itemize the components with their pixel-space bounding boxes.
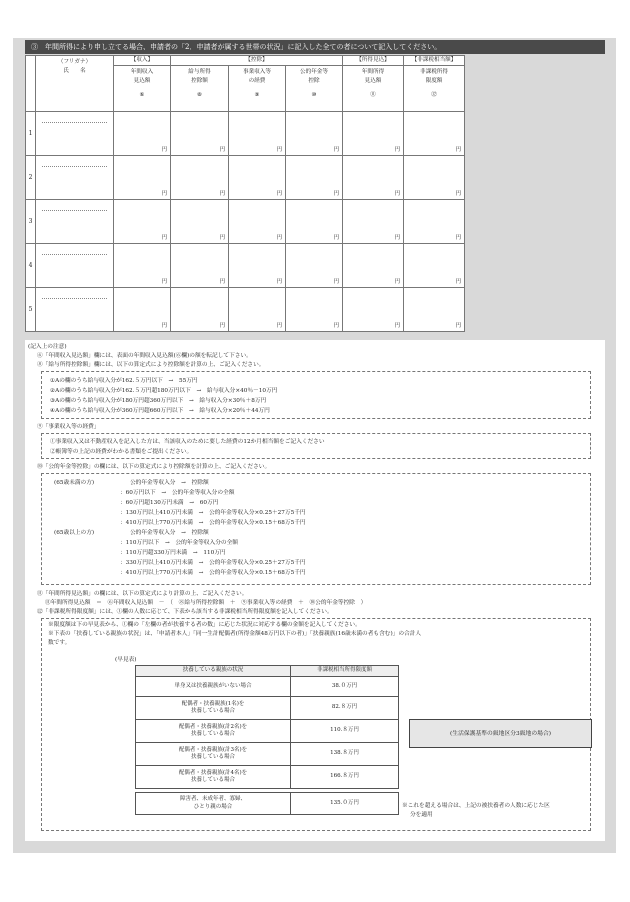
fast-row-label: 配偶者・扶養親族(1名)を 扶養している場合 <box>136 697 291 720</box>
amount-cell[interactable]: 円 <box>286 112 343 156</box>
amount-cell[interactable]: 円 <box>404 288 465 332</box>
amount-cell[interactable]: 円 <box>286 244 343 288</box>
fast-row-value: 110.８万円 <box>291 720 399 743</box>
fast-row-label: 配偶者・扶養親族(計4名)を 扶養している場合 <box>136 766 291 789</box>
column-header: 公的年金等 控除 ⑩ <box>286 66 343 112</box>
section-header: ③ 年間所得により申し立てる場合、申請者の「2．申請者が属する世帯の状況」に記入した全ての者について記入してください。 <box>25 40 605 54</box>
row-number: 2 <box>26 156 36 200</box>
note-6: ⑥「年間収入見込額」欄には、表面の年間収入見込額(⑥欄)の額を転記して下さい。 <box>37 353 252 359</box>
amount-cell[interactable]: 円 <box>343 288 404 332</box>
excess-note: ※これを超える場合は、上記の被扶養者の人数に応じた区 <box>402 803 550 809</box>
fast-head: 扶養している親族の状況 <box>136 666 291 677</box>
amount-cell[interactable]: 円 <box>171 288 229 332</box>
amount-cell[interactable]: 円 <box>229 200 286 244</box>
furigana-label: （フリガナ） <box>57 59 92 65</box>
table-row <box>26 288 465 332</box>
limit-line: ※下表の「扶養している親族の状況」は、「申請者本人」「同一生計配偶者(所得金額48万円以下の者)」「扶養親族(16歳未満の者も含む)」の合計人 <box>48 631 422 637</box>
amount-cell[interactable]: 円 <box>404 200 465 244</box>
note-12: ⑫「非課税所得限度額」には、①欄の人数に応じて、下表から該当する非課税相当所得限度額を記入してください。 <box>37 609 333 615</box>
amount-cell[interactable]: 円 <box>404 244 465 288</box>
notes-title: (記入上の注意) <box>28 344 67 350</box>
pension-line: ：330万円以上410万円未満 → 公的年金等収入分×0.25＋27万5千円 <box>120 560 306 566</box>
row-number: 5 <box>26 288 36 332</box>
formula-11: ⑪年間所得見込額 ＝ ⑥年間収入見込額 － （ ⑧給与所得控除額 ＋ ⑨事業収入等の経費 ＋ ⑩公的年金等控除 ） <box>45 600 367 606</box>
name-input-cell[interactable] <box>36 112 114 156</box>
amount-cell[interactable]: 円 <box>229 244 286 288</box>
fast-head: 非課税相当所得限度額 <box>291 666 399 677</box>
column-header: 年間収入 見込額 ⑥ <box>114 66 171 112</box>
pension-line: ：110万円超330万円未満 → 110万円 <box>120 550 226 556</box>
fast-row-value: 138.８万円 <box>291 743 399 766</box>
group-nontax: 【非課税相当額】 <box>404 56 465 66</box>
fast-table <box>135 665 399 815</box>
pension-box <box>41 473 591 585</box>
name-input-cell[interactable] <box>36 200 114 244</box>
group-forecast: 【所得見込】 <box>343 56 404 66</box>
amount-cell[interactable]: 円 <box>343 156 404 200</box>
salary-line: ③Aの欄のうち給与収入分が180万円超360万円以下 → 給与収入分×30％＋8万円 <box>50 398 267 404</box>
over-65-label: (65歳以上の方) <box>54 530 95 536</box>
amount-cell[interactable]: 円 <box>171 244 229 288</box>
pension-line: ：110万円以下 → 公的年金等収入分の全額 <box>120 540 238 546</box>
notes-panel <box>25 340 605 841</box>
column-header: 給与所得 控除額 ⑧ <box>171 66 229 112</box>
fast-row-label: 配偶者・扶養親族(計2名)を 扶養している場合 <box>136 720 291 743</box>
fast-row-value: 166.８万円 <box>291 766 399 789</box>
group-income: 【収入】 <box>114 56 171 66</box>
amount-cell[interactable]: 円 <box>114 156 171 200</box>
limit-line: ※限度額は下の早見表から、①欄の「左欄の者が扶養する者の数」に応じた状況に対応する欄の金額を記入してください。 <box>48 622 361 628</box>
expense-line: ②帳簿等の上記の経費がわかる書類をご提出ください。 <box>50 449 193 455</box>
grade-area-box: (生活保護基準の級地区分3級地の場合) <box>409 719 592 748</box>
excess-note: 分を適用 <box>410 812 433 818</box>
pension-head: 公的年金等収入分 → 控除額 <box>130 530 209 536</box>
expense-line: ①事業収入又は不動産収入を記入した方は、当該収入のために要した経費の12か月相当額をご記入ください <box>50 439 325 445</box>
fast-last-value: 135.０万円 <box>291 793 399 815</box>
limit-line: 数です。 <box>48 640 71 646</box>
under-65-label: (65歳未満の方) <box>54 480 95 486</box>
amount-cell[interactable]: 円 <box>343 200 404 244</box>
amount-cell[interactable]: 円 <box>286 288 343 332</box>
fast-row-label: 単身又は扶養親族がいない場合 <box>136 677 291 697</box>
amount-cell[interactable]: 円 <box>114 288 171 332</box>
corner-cell <box>26 56 36 112</box>
amount-cell[interactable]: 円 <box>404 112 465 156</box>
amount-cell[interactable]: 円 <box>404 156 465 200</box>
table-row <box>26 200 465 244</box>
income-table <box>25 55 465 332</box>
income-table-wrap <box>25 55 464 331</box>
fast-last-label: 障害者、未成年者、寡婦、 ひとり親の場合 <box>136 793 291 815</box>
amount-cell[interactable]: 円 <box>286 156 343 200</box>
row-number: 1 <box>26 112 36 156</box>
note-11: ⑪「年間所得見込額」の欄には、以下の算定式により計算の上、ご記入ください。 <box>37 591 248 597</box>
amount-cell[interactable]: 円 <box>171 200 229 244</box>
amount-cell[interactable]: 円 <box>171 112 229 156</box>
salary-formula-box <box>41 371 591 419</box>
row-number: 3 <box>26 200 36 244</box>
column-header: 年間所得 見込額 ⑪ <box>343 66 404 112</box>
row-number: 4 <box>26 244 36 288</box>
amount-cell[interactable]: 円 <box>114 200 171 244</box>
column-header: 非課税所得 限度額 ⑫ <box>404 66 465 112</box>
amount-cell[interactable]: 円 <box>229 288 286 332</box>
fast-row-value: 82.８万円 <box>291 697 399 720</box>
fast-row-label: 配偶者・扶養親族(計3名)を 扶養している場合 <box>136 743 291 766</box>
salary-line: ①Aの欄のうち給与収入分が162.５万円以下 → 55万円 <box>50 378 198 384</box>
note-10: ⑩「公的年金等控除」の欄には、以下の算定式により控除額を計算の上、ご記入ください。 <box>37 464 271 470</box>
pension-line: ：410万円以上770万円未満 → 公的年金等収入分×0.15＋68万5千円 <box>120 520 306 526</box>
fast-row-value: 38.０万円 <box>291 677 399 697</box>
amount-cell[interactable]: 円 <box>171 156 229 200</box>
name-label: 氏 名 <box>63 67 86 74</box>
pension-line: ：410万円以上770万円未満 → 公的年金等収入分×0.15＋68万5千円 <box>120 570 306 576</box>
table-row <box>26 156 465 200</box>
amount-cell[interactable]: 円 <box>343 244 404 288</box>
note-9: ⑨「事業収入等の経費」 <box>37 424 100 430</box>
expense-box <box>41 433 591 459</box>
pension-line: ：130万円以上410万円未満 → 公的年金等収入分×0.25＋27万5千円 <box>120 510 306 516</box>
fast-title: (早見表) <box>115 657 137 663</box>
name-header <box>36 56 114 112</box>
amount-cell[interactable]: 円 <box>114 112 171 156</box>
column-header: 事業収入等 の経費 ⑨ <box>229 66 286 112</box>
name-input-cell[interactable] <box>36 288 114 332</box>
amount-cell[interactable]: 円 <box>286 200 343 244</box>
pension-line: ：60万円以下 → 公的年金等収入分の全額 <box>120 490 235 496</box>
amount-cell[interactable]: 円 <box>229 112 286 156</box>
table-row <box>26 112 465 156</box>
name-input-cell[interactable] <box>36 244 114 288</box>
pension-line: ：60万円超130万円未満 → 60万円 <box>120 500 219 506</box>
name-input-cell[interactable] <box>36 156 114 200</box>
note-8: ⑧「給与所得控除額」欄には、以下の算定式により控除額を計算の上、ご記入ください。 <box>37 362 265 368</box>
amount-cell[interactable]: 円 <box>114 244 171 288</box>
amount-cell[interactable]: 円 <box>343 112 404 156</box>
amount-cell[interactable]: 円 <box>229 156 286 200</box>
salary-line: ④Aの欄のうち給与収入分が360万円超660万円以下 → 給与収入分×20％＋44万円 <box>50 408 270 414</box>
pension-head: 公的年金等収入分 → 控除額 <box>130 480 209 486</box>
salary-line: ②Aの欄のうち給与収入分が162.５万円超180万円以下 → 給与収入分×40％－10万円 <box>50 388 278 394</box>
table-row <box>26 244 465 288</box>
group-deduction: 【控除】 <box>171 56 343 66</box>
